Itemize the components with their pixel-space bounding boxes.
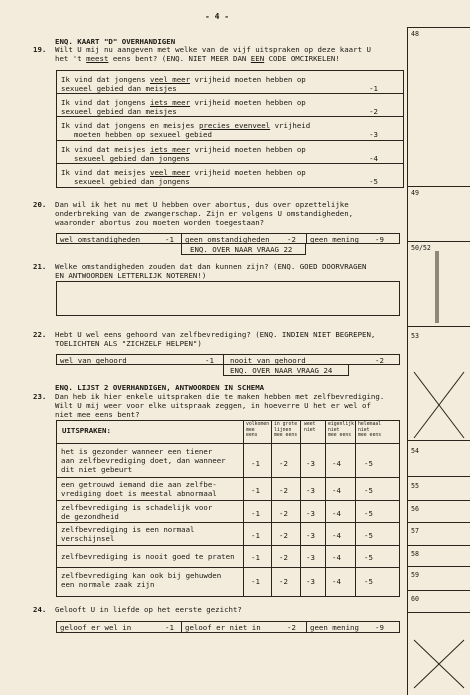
column-header: in grote lijnen mee eens <box>274 422 298 438</box>
answer-code[interactable]: -2 <box>375 356 384 365</box>
answer-code[interactable]: -1 <box>369 84 378 93</box>
answer-code[interactable]: -1 <box>251 577 260 586</box>
margin-top-line <box>407 27 470 28</box>
question-number: 23. <box>33 392 47 401</box>
answer-option[interactable]: Ik vind dat meisjes iets meer vrijheid moeten hebben op sexueel gebied dan jongens <box>61 145 306 163</box>
row-divider <box>56 140 404 141</box>
margin-line <box>407 545 470 546</box>
question-text: Wilt U mij nu aangeven met welke van de vijf uitspraken op deze kaart U <box>55 45 371 54</box>
answer-code[interactable]: -2 <box>279 553 288 562</box>
answer-code[interactable]: -1 <box>251 553 260 562</box>
table-row-statement: zelfbevrediging is schadelijk voor de gezondheid <box>61 503 213 521</box>
answer-option[interactable]: Ik vind dat meisjes veel meer vrijheid moeten hebben op sexueel gebied dan jongens <box>61 168 306 186</box>
table-row-statement: zelfbevrediging is nooit goed te praten <box>61 552 235 561</box>
question-text: Wilt U mij weer voor elke uitspraak zeggen, in hoeverre U het er wel of <box>55 401 371 410</box>
margin-code: 60 <box>411 595 419 603</box>
answer-code[interactable]: -2 <box>279 486 288 495</box>
col-divider <box>325 420 326 597</box>
answer-code[interactable]: -3 <box>306 486 315 495</box>
answer-code[interactable]: -3 <box>306 553 315 562</box>
answer-code[interactable]: -9 <box>375 623 384 632</box>
question-text: Hebt U wel eens gehoord van zelfbevrediging? (ENQ. INDIEN NIET BEGREPEN, <box>55 330 376 339</box>
margin-line <box>407 476 470 477</box>
margin-line <box>407 241 470 242</box>
answer-code[interactable]: -1 <box>251 531 260 540</box>
margin-line <box>407 440 470 441</box>
question-number: 20. <box>33 200 47 209</box>
answer-option[interactable]: nooit van gehoord <box>230 356 306 365</box>
row-divider <box>56 93 404 94</box>
table-row-statement: het is gezonder wanneer een tiener aan zelfbevrediging doet, dan wanneer dit niet gebeurt <box>61 447 226 474</box>
col-divider <box>300 420 301 597</box>
row-divider <box>56 477 400 478</box>
answer-code[interactable]: -9 <box>375 235 384 244</box>
margin-code: 53 <box>411 332 419 340</box>
answer-code[interactable]: -4 <box>332 509 341 518</box>
answer-code[interactable]: -2 <box>279 459 288 468</box>
column-header: helemaal niet mee eens <box>358 422 382 438</box>
col-divider <box>243 420 244 597</box>
answer-code[interactable]: -3 <box>369 130 378 139</box>
margin-code: 50/52 <box>411 244 431 252</box>
answer-code[interactable]: -3 <box>306 459 315 468</box>
margin-line <box>407 590 470 591</box>
open-answer-field[interactable] <box>56 281 400 316</box>
question-text: Gelooft U in liefde op het eerste gezicht? <box>55 605 242 614</box>
row-divider <box>56 522 400 523</box>
question-text: niet mee eens bent? <box>55 410 140 419</box>
answer-code[interactable]: -1 <box>251 486 260 495</box>
answer-option[interactable]: Ik vind dat jongens iets meer vrijheid moeten hebben op sexueel gebied dan meisjes <box>61 98 306 116</box>
question-number: 21. <box>33 262 47 271</box>
cell-divider <box>306 621 307 633</box>
answer-code[interactable]: -1 <box>251 459 260 468</box>
col-divider <box>355 420 356 597</box>
answer-option[interactable]: geloof er wel in <box>60 623 132 632</box>
margin-line <box>407 522 470 523</box>
answer-code[interactable]: -4 <box>332 577 341 586</box>
row-divider <box>56 500 400 501</box>
answer-code[interactable]: -5 <box>369 177 378 186</box>
margin-code: 49 <box>411 189 419 197</box>
margin-code: 48 <box>411 30 419 38</box>
answer-code[interactable]: -3 <box>306 531 315 540</box>
margin-line <box>407 186 470 187</box>
margin-tick-marks <box>408 247 470 327</box>
answer-option[interactable]: geen mening <box>310 623 359 632</box>
answer-code[interactable]: -4 <box>369 154 378 163</box>
question-text: TOELICHTEN ALS "ZICHZELF HELPEN") <box>55 339 202 348</box>
column-header: volkomen mee eens <box>246 422 270 438</box>
answer-code[interactable]: -5 <box>364 553 373 562</box>
table-row-statement: zelfbevrediging is een normaal verschijnsel <box>61 525 195 543</box>
answer-code[interactable]: -5 <box>364 509 373 518</box>
answer-code[interactable]: -2 <box>279 531 288 540</box>
answer-code[interactable]: -3 <box>306 509 315 518</box>
interviewer-instruction: ENQ. KAART "D" OVERHANDIGEN <box>55 37 176 46</box>
row-divider <box>56 443 400 444</box>
cell-divider <box>181 621 182 633</box>
question-text: Dan wil ik het nu met U hebben over abortus, dus over opzettelijke <box>55 200 349 209</box>
skip-instruction: ENQ. OVER NAAR VRAAG 24 <box>230 366 333 375</box>
answer-code[interactable]: -4 <box>332 553 341 562</box>
answer-code[interactable]: -1 <box>205 356 214 365</box>
answer-code[interactable]: -1 <box>165 623 174 632</box>
row-divider <box>56 545 400 546</box>
answer-code[interactable]: -2 <box>287 235 296 244</box>
cell-divider <box>306 233 307 244</box>
margin-divider <box>407 27 408 695</box>
col-divider <box>271 420 272 597</box>
question-text: EN ANTWOORDEN LETTERLIJK NOTEREN!) <box>55 271 207 280</box>
row-divider <box>56 116 404 117</box>
answer-code[interactable]: -2 <box>287 623 296 632</box>
question-text: het 't meest eens bent? (ENQ. NIET MEER DAN EEN CODE OMCIRKELEN! <box>55 54 340 63</box>
answer-code[interactable]: -4 <box>332 531 341 540</box>
answer-option[interactable]: geen omstandigheden <box>185 235 270 244</box>
margin-code: 56 <box>411 505 419 513</box>
answer-option[interactable]: Ik vind dat jongens en meisjes precies evenveel vrijheid moeten hebben op sexueel gebied <box>61 121 311 139</box>
question-text: waaronder abortus zou moeten worden toegestaan? <box>55 218 265 227</box>
question-text: Dan heb ik hier enkele uitspraken die te maken hebben met zelfbevrediging. <box>55 392 385 401</box>
answer-code[interactable]: -5 <box>364 577 373 586</box>
margin-cross-mark <box>410 368 468 440</box>
table-row-statement: een getrouwd iemand die aan zelfbe- vrediging doet is meestal abnormaal <box>61 480 217 498</box>
margin-code: 57 <box>411 527 419 535</box>
skip-instruction: ENQ. OVER NAAR VRAAG 22 <box>190 245 293 254</box>
answer-option[interactable]: geloof er niet in <box>185 623 261 632</box>
margin-cross-mark <box>410 636 468 692</box>
row-divider <box>56 567 400 568</box>
margin-code: 54 <box>411 447 419 455</box>
answer-code[interactable]: -5 <box>364 459 373 468</box>
answer-code[interactable]: -4 <box>332 486 341 495</box>
answer-code[interactable]: -2 <box>279 509 288 518</box>
answer-code[interactable]: -2 <box>279 577 288 586</box>
question-text: onderbreking van de zwangerschap. Zijn er volgens U omstandigheden, <box>55 209 354 218</box>
answer-code[interactable]: -3 <box>306 577 315 586</box>
answer-code[interactable]: -5 <box>364 486 373 495</box>
page-number: - 4 - <box>205 12 230 21</box>
margin-code: 55 <box>411 482 419 490</box>
interviewer-instruction: ENQ. LIJST 2 OVERHANDIGEN, ANTWOORDEN IN SCHEMA <box>55 383 265 392</box>
question-number: 19. <box>33 45 47 54</box>
table-header: UITSPRAKEN: <box>62 426 111 435</box>
margin-line <box>407 566 470 567</box>
question-number: 22. <box>33 330 47 339</box>
margin-code: 59 <box>411 571 419 579</box>
table-row-statement: zelfbevrediging kan ook bij gehuwden een normale zaak zijn <box>61 571 222 589</box>
column-header: weet niet <box>304 422 316 433</box>
answer-code[interactable]: -4 <box>332 459 341 468</box>
answer-code[interactable]: -2 <box>369 107 378 116</box>
row-divider <box>56 163 404 164</box>
answer-code[interactable]: -5 <box>364 531 373 540</box>
margin-line <box>407 500 470 501</box>
column-header: eigenlijk niet mee eens <box>328 422 354 438</box>
answer-code[interactable]: -1 <box>165 235 174 244</box>
margin-code: 58 <box>411 550 419 558</box>
answer-code[interactable]: -1 <box>251 509 260 518</box>
answer-option[interactable]: wel omstandigheden <box>60 235 141 244</box>
question-text: Welke omstandigheden zouden dat dan kunnen zijn? (ENQ. GOED DOORVRAGEN <box>55 262 367 271</box>
answer-option[interactable]: wel van gehoord <box>60 356 127 365</box>
question-number: 24. <box>33 605 47 614</box>
answer-option[interactable]: geen mening <box>310 235 359 244</box>
answer-option[interactable]: Ik vind dat jongens veel meer vrijheid moeten hebben op sexueel gebied dan meisjes <box>61 75 306 93</box>
margin-line <box>407 612 470 613</box>
